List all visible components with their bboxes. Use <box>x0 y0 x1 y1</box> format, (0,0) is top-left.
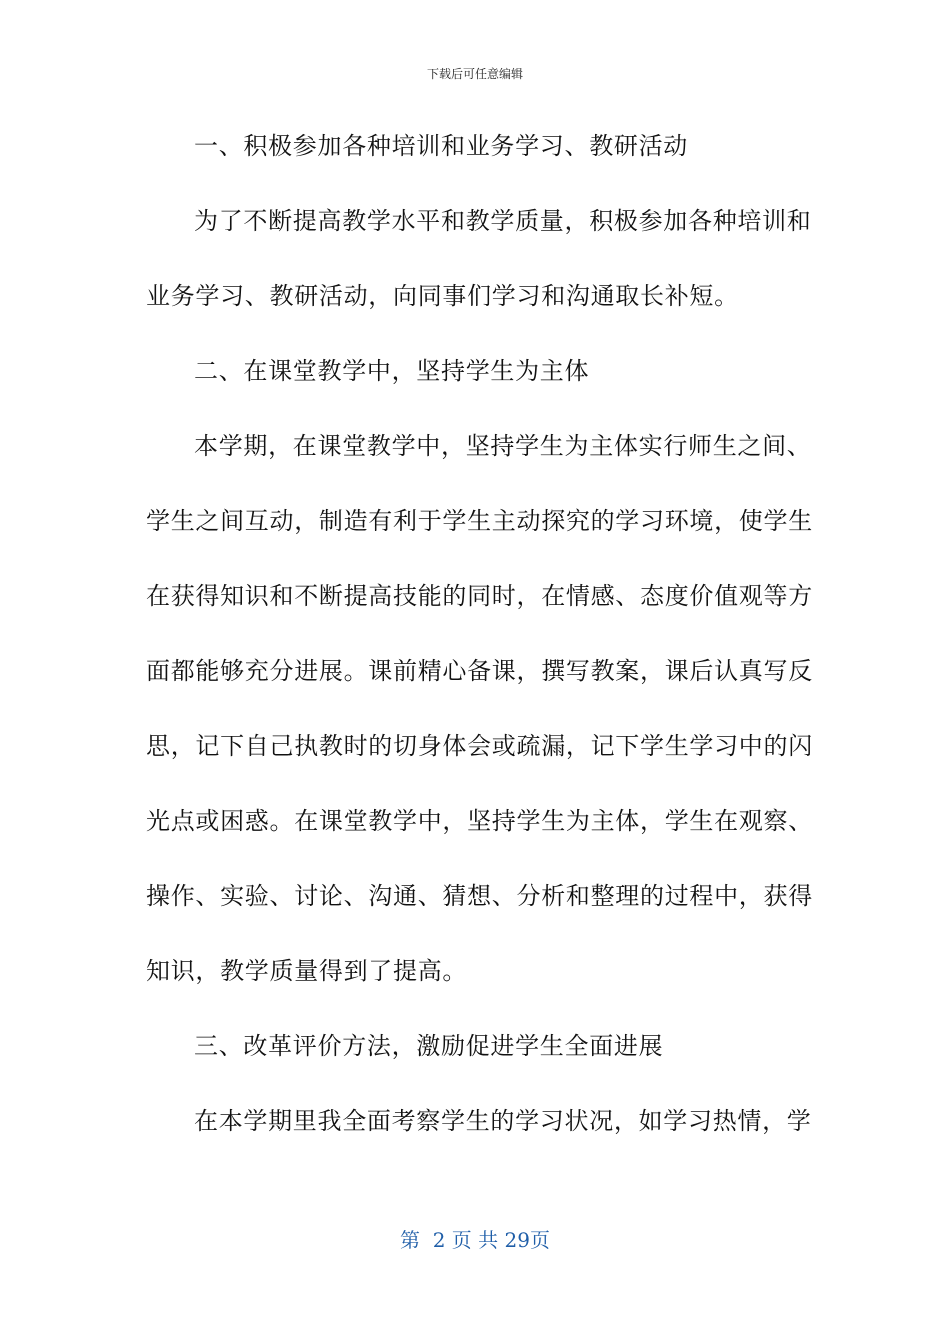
document-body <box>146 126 813 1176</box>
paragraph-line: 在本学期里我全面考察学生的学习状况，如学习热情，学 <box>194 1107 812 1135</box>
page-header: 下载后可任意编辑 <box>426 67 523 81</box>
paragraph-line: 知识，教学质量得到了提高。 <box>146 957 468 985</box>
paragraph-line: 光点或困惑。在课堂教学中，坚持学生为主体，学生在观察、 <box>146 807 813 835</box>
paragraph-line: 学生之间互动，制造有利于学生主动探究的学习环境，使学生 <box>146 507 813 535</box>
paragraph-line: 本学期，在课堂教学中，坚持学生为主体实行师生之间、 <box>194 432 812 460</box>
page-number-footer: 第 2 页 共 29页 <box>400 1228 550 1252</box>
paragraph-line: 为了不断提高教学水平和教学质量，积极参加各种培训和 <box>194 207 812 235</box>
section-heading-3: 三、改革评价方法，激励促进学生全面进展 <box>194 1032 664 1060</box>
paragraph-line: 业务学习、教研活动，向同事们学习和沟通取长补短。 <box>146 282 739 310</box>
paragraph-line: 在获得知识和不断提高技能的同时，在情感、态度价值观等方 <box>146 582 813 610</box>
paragraph-line: 思，记下自己执教时的切身体会或疏漏，记下学生学习中的闪 <box>146 732 813 760</box>
section-heading-1: 一、积极参加各种培训和业务学习、教研活动 <box>194 132 688 160</box>
paragraph-line: 操作、实验、讨论、沟通、猜想、分析和整理的过程中，获得 <box>146 882 813 910</box>
paragraph-line: 面都能够充分进展。课前精心备课，撰写教案，课后认真写反 <box>146 657 813 685</box>
section-heading-2: 二、在课堂教学中，坚持学生为主体 <box>194 357 590 385</box>
